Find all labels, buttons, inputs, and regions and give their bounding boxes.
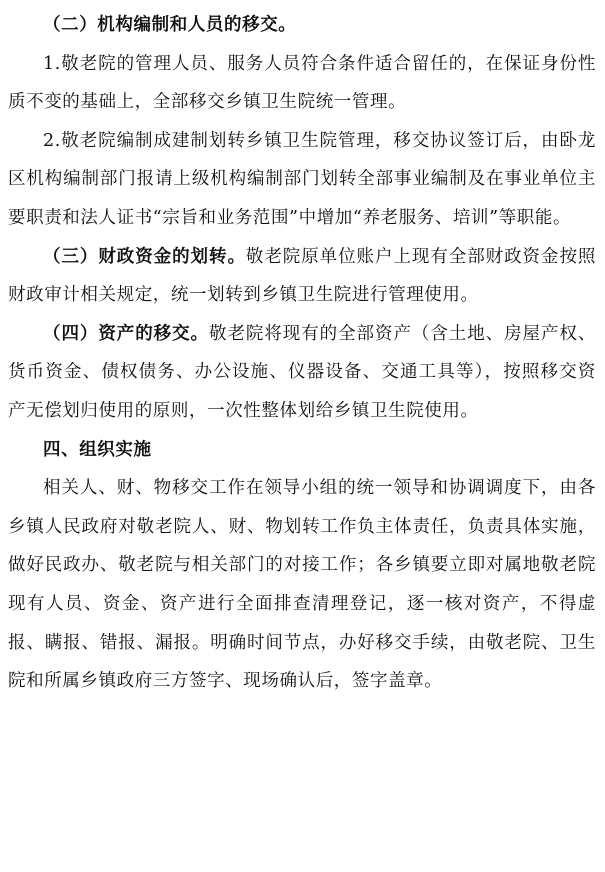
section-heading-institution-staff-transfer: （二）机构编制和人员的移交。: [43, 15, 297, 35]
section-heading-finance-transfer: （三）财政资金的划转。: [43, 246, 246, 267]
paragraph-staff-transfer: 1.敬老院的管理人员、服务人员符合条件适合留任的，在保证身份性质不变的基础上，全部移交乡镇卫生院统一管理。: [8, 53, 596, 113]
document-page: [8, 6, 596, 701]
paragraph-establishment-transfer: 2.敬老院编制成建制划转乡镇卫生院管理，移交协议签订后，由卧龙区机构编制部门报请上级机构编制部门划转全部事业编制及在事业单位主要职责和法人证书“宗旨和业务范围”中增加“养老服务、培训”等职能。: [8, 130, 596, 228]
paragraph-organization-implementation: 相关人、财、物移交工作在领导小组的统一领导和协调调度下，由各乡镇人民政府对敬老院人、财、物划转工作负主体责任，负责具体实施，做好民政办、敬老院与相关部门的对接工作；各乡镇要立即对属地敬老院现有人员、资金、资产进行全面排查清理登记，逐一核对资产，不得虚报、瞒报、错报、漏报。明确时间节点，办好移交手续，由敬老院、卫生院和所属乡镇政府三方签字、现场确认后，签字盖章。: [8, 478, 596, 692]
asset-transfer-text: 敬老院将现有的全部资产（含土地、房屋产权、货币资金、债权债务、办公设施、仪器设备、交通工具等），按照移交资产无偿划归使用的原则，一次性整体划给乡镇卫生院使用。: [8, 323, 596, 421]
section-heading-asset-transfer: （四）资产的移交。: [43, 323, 209, 344]
finance-transfer-text: 敬老院原单位账户上现有全部财政资金按照财政审计相关规定，统一划转到乡镇卫生院进行管理使用。: [8, 246, 596, 306]
section-heading-organization-implementation: 四、组织实施: [43, 439, 152, 460]
paragraph-finance-transfer: [8, 238, 596, 315]
paragraph-asset-transfer: [8, 315, 596, 431]
